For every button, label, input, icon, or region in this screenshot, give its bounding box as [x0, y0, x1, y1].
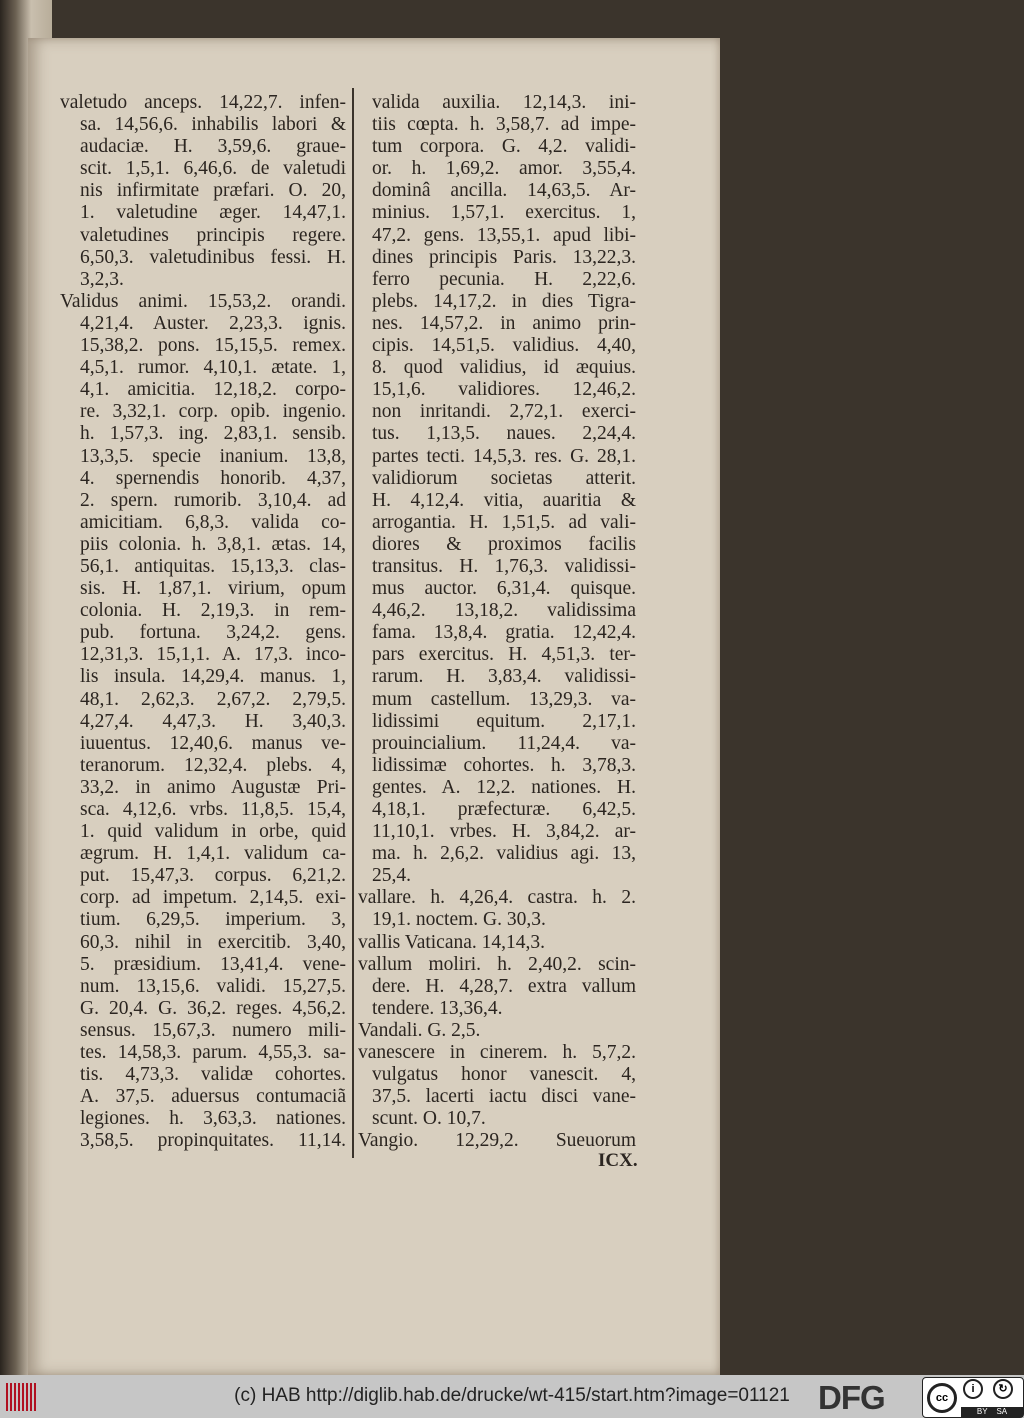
index-entry-line: 4,21,4. Auster. 2,23,3. ignis. [80, 312, 346, 334]
by-icon: i [963, 1379, 983, 1399]
index-entry-line: rarum. H. 3,83,4. validissi- [372, 666, 636, 688]
index-entry-line: G. 20,4. G. 36,2. reges. 4,56,2. [80, 997, 346, 1019]
index-entry-line: scit. 1,5,1. 6,46,6. de valetudi [80, 158, 346, 180]
index-entry-line: vulgatus honor vanescit. 4, [372, 1064, 636, 1086]
index-entry-line: H. 4,12,4. vitia, auaritia & [372, 489, 636, 511]
right-index-column [358, 92, 636, 1153]
index-entry-line: sa. 14,56,6. inhabilis labori & [80, 114, 346, 136]
index-entry-line: 8. quod validius, id æquius. [372, 357, 636, 379]
index-entry-line: piis colonia. h. 3,8,1. ætas. 14, [80, 533, 346, 555]
index-entry-line: gentes. A. 12,2. nationes. H. [372, 776, 636, 798]
index-entry-line: mum castellum. 13,29,3. va- [372, 688, 636, 710]
index-entry-line: nis infirmitate præfari. O. 20, [80, 180, 346, 202]
license-label [961, 1407, 1023, 1417]
index-entry-line: corp. ad impetum. 2,14,5. exi- [80, 887, 346, 909]
index-entry-line: 3,58,5. propinquitates. 11,14. [80, 1130, 346, 1152]
catchword: ICX. [598, 1150, 638, 1171]
index-entry-line: minius. 1,57,1. exercitus. 1, [372, 202, 636, 224]
index-entry-line: A. 37,5. aduersus contumaciã [80, 1086, 346, 1108]
index-entry-line: lidissimæ cohortes. h. 3,78,3. [372, 754, 636, 776]
index-entry-line: dines principis Paris. 13,22,3. [372, 246, 636, 268]
index-entry-line: diores & proximos facilis [372, 533, 636, 555]
sa-label: SA [996, 1407, 1008, 1416]
index-entry-line: 1. valetudine æger. 14,47,1. [80, 202, 346, 224]
index-entry-line: num. 13,15,6. validi. 15,27,5. [80, 975, 346, 997]
index-entry-headword-line: valetudo anceps. 14,22,7. infen- [60, 92, 346, 113]
index-entry-line: 48,1. 2,62,3. 2,67,2. 2,79,5. [80, 688, 346, 710]
index-entry-line: 4,46,2. 13,18,2. validissima [372, 600, 636, 622]
index-entry-headword-line: vallare. h. 4,26,4. castra. h. 2. [358, 887, 636, 909]
index-entry-line: 56,1. antiquitas. 15,13,3. clas- [80, 555, 346, 577]
index-entry-line: 33,2. in animo Augustæ Pri- [80, 776, 346, 798]
index-entry-line: 13,3,5. specie inanium. 13,8, [80, 445, 346, 467]
index-entry-line: non inritandi. 2,72,1. exerci- [372, 401, 636, 423]
index-entry-line: tendere. 13,36,4. [372, 997, 503, 1019]
index-entry-line: h. 1,57,3. ing. 2,83,1. sensib. [80, 423, 346, 445]
index-entry-line: 12,31,3. 15,1,1. A. 17,3. inco- [80, 644, 346, 666]
index-entry-line: 1. quid validum in orbe, quid [80, 821, 346, 843]
index-entry-line: ferro pecunia. H. 2,22,6. [372, 268, 636, 290]
left-index-column [60, 92, 346, 1153]
by-label: BY [976, 1407, 988, 1416]
index-entry-line: 3,2,3. [80, 268, 124, 290]
index-entry-line: 4,27,4. 4,47,3. H. 3,40,3. [80, 710, 346, 732]
viewer-footer [0, 1375, 1024, 1418]
index-entry-line: 19,1. noctem. G. 30,3. [372, 909, 546, 931]
index-entry-line: prouincialium. 11,24,4. va- [372, 732, 636, 754]
index-entry-line: transitus. H. 1,76,3. validissi- [372, 555, 636, 577]
index-entry-line: iuuentus. 12,40,6. manus ve- [80, 732, 346, 754]
index-entry-line: legiones. h. 3,63,3. nationes. [80, 1108, 346, 1130]
index-entry-line: sensus. 15,67,3. numero mili- [80, 1019, 346, 1041]
index-entry-line: mus auctor. 6,31,4. quisque. [372, 578, 636, 600]
index-entry-line: 37,5. lacerti iactu disci vane- [372, 1086, 636, 1108]
index-entry-line: 2. spern. rumorib. 3,10,4. ad [80, 489, 346, 511]
index-entry-line: tis. 4,73,3. validæ cohortes. [80, 1064, 346, 1086]
sa-icon: ↻ [993, 1379, 1013, 1399]
index-entry-headword-line: Vandali. G. 2,5. [358, 1019, 481, 1041]
index-entry-line: 25,4. [372, 865, 411, 887]
index-entry-line: pars exercitus. H. 4,51,3. ter- [372, 644, 636, 666]
index-entry-line: 4,5,1. rumor. 4,10,1. ætate. 1, [80, 357, 346, 379]
index-entry-line: colonia. H. 2,19,3. in rem- [80, 600, 346, 622]
index-entry-line: 4,1. amicitia. 12,18,2. corpo- [80, 379, 346, 401]
index-entry-line: 11,10,1. vrbes. H. 3,84,2. ar- [372, 821, 636, 843]
index-entry-line: teranorum. 12,32,4. plebs. 4, [80, 754, 346, 776]
index-entry-line: nes. 14,57,2. in animo prin- [372, 312, 636, 334]
index-entry-line: sca. 4,12,6. vrbs. 11,8,5. 15,4, [80, 799, 346, 820]
index-entry-line: partes tecti. 14,5,3. res. G. 28,1. [372, 445, 636, 467]
index-entry-line: 6,50,3. valetudinibus fessi. H. [80, 246, 346, 268]
index-entry-line: validiorum societas atterit. [372, 467, 636, 489]
index-entry-line: tiis cœpta. h. 3,58,7. ad impe- [372, 114, 636, 136]
index-entry-line: ma. h. 2,6,2. validius agi. 13, [372, 843, 636, 865]
index-entry-line: dominâ ancilla. 14,63,5. Ar- [372, 180, 636, 202]
index-entry-line: valetudines principis regere. [80, 224, 346, 246]
index-entry-line: 15,38,2. pons. 15,15,5. remex. [80, 335, 346, 357]
index-entry-line: 47,2. gens. 13,55,1. apud libi- [372, 224, 636, 246]
index-entry-headword-line: Validus animi. 15,53,2. orandi. [60, 290, 346, 312]
credit-link[interactable]: (c) HAB http://diglib.hab.de/drucke/wt-415/start.htm?image=01121 [234, 1385, 790, 1406]
index-entry-line: 4,18,1. præfecturæ. 6,42,5. [372, 799, 636, 820]
index-entry-line: fama. 13,8,4. gratia. 12,42,4. [372, 622, 636, 644]
column-divider [352, 88, 354, 1158]
index-entry-line: tus. 1,13,5. naues. 2,24,4. [372, 423, 636, 445]
index-entry-line: arrogantia. H. 1,51,5. ad vali- [372, 511, 636, 533]
index-entry-line: dere. H. 4,28,7. extra vallum [372, 975, 636, 997]
index-entry-line: 15,1,6. validiores. 12,46,2. [372, 379, 636, 401]
index-entry-line: re. 3,32,1. corp. opib. ingenio. [80, 401, 346, 423]
index-entry-line: audaciæ. H. 3,59,6. graue- [80, 136, 346, 158]
index-entry-line: tium. 6,29,5. imperium. 3, [80, 909, 346, 931]
index-entry-line: 4. spernendis honorib. 4,37, [80, 467, 346, 489]
index-entry-line: put. 15,47,3. corpus. 6,21,2. [80, 865, 346, 887]
index-entry-line: plebs. 14,17,2. in dies Tigra- [372, 290, 636, 312]
index-entry-line: lis insula. 14,29,4. manus. 1, [80, 666, 346, 688]
index-entry-line: ægrum. H. 1,4,1. validum ca- [80, 843, 346, 865]
index-entry-line: pub. fortuna. 3,24,2. gens. [80, 622, 346, 644]
cc-license-badge[interactable] [922, 1377, 1024, 1418]
index-entry-headword-line: vallis Vaticana. 14,14,3. [358, 931, 546, 953]
index-entry-line: 5. præsidium. 13,41,4. vene- [80, 953, 346, 975]
index-entry-line: tes. 14,58,3. parum. 4,55,3. sa- [80, 1042, 346, 1064]
index-entry-line: tum corpora. G. 4,2. validi- [372, 136, 636, 158]
index-entry-line: 60,3. nihil in exercitib. 3,40, [80, 931, 346, 953]
index-entry-line: sis. H. 1,87,1. virium, opum [80, 578, 346, 600]
index-entry-line: scunt. O. 10,7. [372, 1108, 486, 1130]
index-entry-line: cipis. 14,51,5. validius. 4,40, [372, 335, 636, 357]
index-entry-line: lidissimi equitum. 2,17,1. [372, 710, 636, 732]
index-entry-headword-line: Vangio. 12,29,2. Sueuorum [358, 1130, 636, 1152]
cc-icon: cc [927, 1383, 957, 1413]
index-entry-line: valida auxilia. 12,14,3. ini- [372, 92, 636, 113]
index-entry-line: amicitiam. 6,8,3. valida co- [80, 511, 346, 533]
dfg-logo: DFG [818, 1379, 885, 1416]
index-entry-line: or. h. 1,69,2. amor. 3,55,4. [372, 158, 636, 180]
index-entry-headword-line: vanescere in cinerem. h. 5,7,2. [358, 1042, 636, 1064]
index-entry-headword-line: vallum moliri. h. 2,40,2. scin- [358, 953, 636, 975]
